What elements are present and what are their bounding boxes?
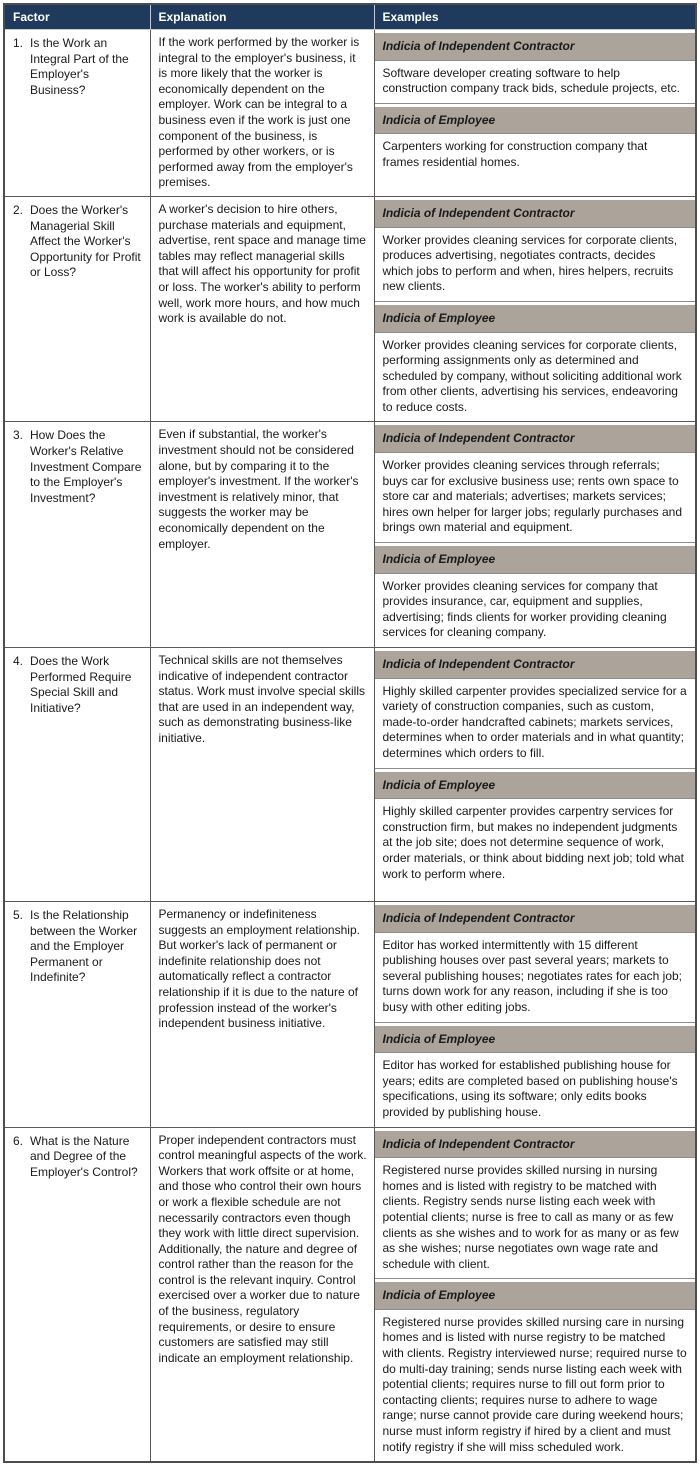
table-row-factor-2 <box>4 196 696 422</box>
factor-number: 2. <box>13 202 24 217</box>
factor-title: What is the Nature and Degree of the Employer's Control? <box>30 1133 138 1179</box>
employee-example-text: Registered nurse provides skilled nursing care in nursing homes and is listed with nurse registry to be matched with clients. Registry interviewed nurse; required nurse to do multi-day training; sends nurse listing each week with potential clients; requires nurse to fill out form prior to contacting clients; requires nurse to adhere to wage range; nurse cannot provide care during weekend hours; nurse must inform registry if hired by a client and must notify registry if she will miss scheduled work. <box>382 1314 687 1454</box>
contractor-example-text: Software developer creating software to help construction company track bids, schedule projects, etc. <box>375 61 696 104</box>
factor-number: 5. <box>13 908 24 922</box>
column-header-examples: Examples <box>374 4 696 30</box>
employee-example-text: Worker provides cleaning services for corporate clients, performing assignments only as determined and scheduled by company, without soliciting additional work from other clients, advertising his services, endeavoring to reduce costs. <box>382 337 682 414</box>
indicia-employee-header: Indicia of Employee <box>375 107 696 135</box>
factor-title: Does the Worker's Managerial Skill Affect the Worker's Opportunity for Profit or Loss? <box>30 202 141 280</box>
employee-example-text: Editor has worked for established publishing house for years; edits are completed based on publishing house's specifications, using its software; only edits books provided by publishing house. <box>382 1058 678 1119</box>
indicia-employee-header: Indicia of Employee <box>375 305 696 333</box>
explanation-cell: If the work performed by the worker is integral to the employer's business, it is more likely that the worker is economically dependent on the employer. Work can be integral to a business even if the work is just one component of the business, is performed by other workers, or is performed away from the employer's premises. <box>150 30 374 197</box>
indicia-contractor-header: Indicia of Independent Contractor <box>375 905 696 933</box>
explanation-cell: Permanency or indefiniteness suggests an employment relationship. But worker's lack of permanent or indefinite relationship does not automatically reflect a contractor relationship if it is due to the nature of profession instead of the worker's independent business initiative. <box>150 902 374 1128</box>
examples-cell <box>374 196 696 422</box>
table-row-factor-4 <box>4 648 696 902</box>
factor-cell <box>4 30 150 197</box>
column-header-explanation: Explanation <box>150 4 374 30</box>
indicia-contractor-header: Indicia of Independent Contractor <box>375 33 696 61</box>
explanation-cell: Proper independent contractors must control meaningful aspects of the work. Workers that work offsite or at home, and those who control their own hours or work a flexible schedule are not necessarily contractors even though they work with little direct supervision. Additionally, the nature and degree of control rather than the reason for the control is the relevant inquiry. Control exercised over a worker due to nature of the business, regulatory requirements, or desire to ensure customers are satisfied may still indicate an employment relationship. <box>150 1127 374 1462</box>
economic-realities-factors-table <box>3 3 697 1463</box>
factor-number: 3. <box>13 428 24 443</box>
contractor-example-text: Worker provides cleaning services through referrals; buys car for exclusive business use; rents own space to store car and materials; advertises; markets services; hires own helper for larger jobs; regularly purchases and brings own material and equipment. <box>375 453 696 543</box>
indicia-employee-header: Indicia of Employee <box>375 1026 696 1054</box>
examples-cell <box>374 648 696 902</box>
factor-title: How Does the Worker's Relative Investment Compare to the Employer's Investment? <box>30 428 142 505</box>
factor-number: 1. <box>13 36 24 50</box>
contractor-example-text: Registered nurse provides skilled nursing in nursing homes and is listed with registry to be matched with clients. Registry sends nurse listing each week with potential clients; nurse is free to call as many or as few clients as she wishes and to work for as many or as few as she wishes; nurse negotiates own wage rate and schedule with client. <box>375 1158 696 1279</box>
indicia-contractor-header: Indicia of Independent Contractor <box>375 425 696 453</box>
explanation-cell: Even if substantial, the worker's investment should not be considered alone, but by comparing it to the employer's investment. If the worker's investment is relatively minor, that suggests the worker may be economically dependent on the employer. <box>150 422 374 648</box>
contractor-example-text: Highly skilled carpenter provides specialized service for a variety of construction companies, such as custom, made-to-order handcrafted cabinets; markets services, determines when to order materials and in what quantity; determines which orders to fill. <box>375 679 696 769</box>
explanation-cell: Technical skills are not themselves indicative of independent contractor status. Work must involve special skills that are used in an independent way, such as demonstrating business-like initiative. <box>150 648 374 902</box>
indicia-contractor-header: Indicia of Independent Contractor <box>375 651 696 679</box>
table-row-factor-1 <box>4 30 696 197</box>
employee-example-text: Carpenters working for construction company that frames residential homes. <box>382 139 648 169</box>
table-header-row <box>4 4 696 30</box>
indicia-employee-header: Indicia of Employee <box>375 546 696 574</box>
column-header-factor: Factor <box>4 4 150 30</box>
factor-title: Is the Work an Integral Part of the Employer's Business? <box>30 36 129 97</box>
factor-title: Is the Relationship between the Worker and the Employer Permanent or Indefinite? <box>30 908 138 985</box>
indicia-contractor-header: Indicia of Independent Contractor <box>375 200 696 228</box>
contractor-example-text: Worker provides cleaning services for corporate clients, produces advertising, negotiates contracts, decides which jobs to perform and when, hires helpers, recruits new clients. <box>375 228 696 302</box>
table-row-factor-3 <box>4 422 696 648</box>
examples-cell <box>374 422 696 648</box>
examples-cell <box>374 902 696 1128</box>
factor-cell <box>4 1127 150 1462</box>
explanation-cell: A worker's decision to hire others, purchase materials and equipment, advertise, rent space and manage time tables may reflect managerial skills that will affect his opportunity for profit or loss. The worker's ability to perform well, work more hours, and how much work is available do not. <box>150 196 374 422</box>
factor-cell <box>4 196 150 422</box>
factor-cell <box>4 648 150 902</box>
indicia-employee-header: Indicia of Employee <box>375 1282 696 1310</box>
factor-number: 6. <box>13 1133 24 1148</box>
factor-cell <box>4 902 150 1128</box>
factor-title: Does the Work Performed Require Special Skill and Initiative? <box>30 654 132 715</box>
table-row-factor-6 <box>4 1127 696 1462</box>
factor-cell <box>4 422 150 648</box>
employee-example-text: Highly skilled carpenter provides carpentry services for construction firm, but makes no independent judgments at the job site; does not determine sequence of work, order materials, or think about bidding next job; told what work to perform where. <box>382 804 685 881</box>
indicia-employee-header: Indicia of Employee <box>375 772 696 800</box>
examples-cell <box>374 1127 696 1462</box>
examples-cell <box>374 30 696 197</box>
table-row-factor-5 <box>4 902 696 1128</box>
employee-example-text: Worker provides cleaning services for company that provides insurance, car, equipment and supplies, advertising; finds clients for worker providing cleaning services for cleaning company. <box>382 578 667 640</box>
factor-number: 4. <box>13 654 24 668</box>
indicia-contractor-header: Indicia of Independent Contractor <box>375 1131 696 1159</box>
contractor-example-text: Editor has worked intermittently with 15 different publishing houses over past several years; markets to several publishing houses; negotiates rates for each job; turns down work for any reason, including if she is too busy with other editing jobs. <box>375 933 696 1023</box>
